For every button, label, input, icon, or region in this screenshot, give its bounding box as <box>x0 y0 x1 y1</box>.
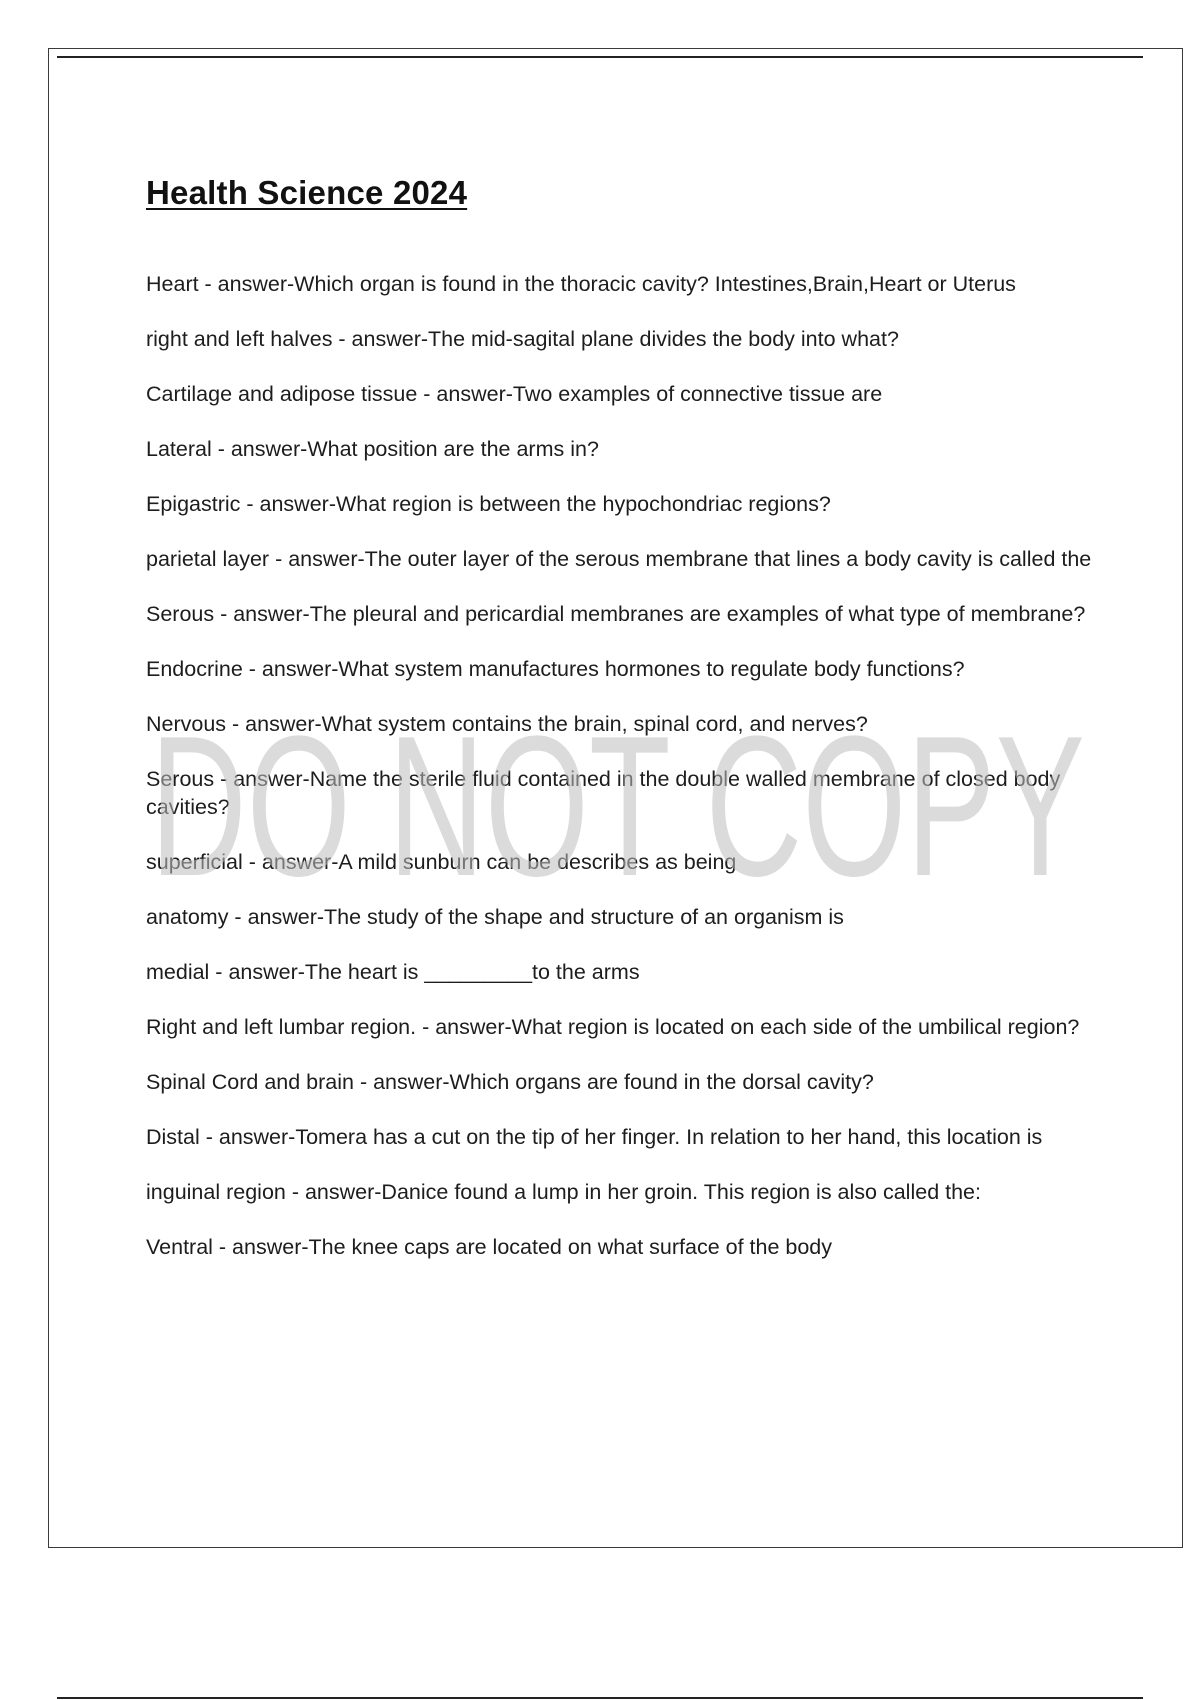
document-title: Health Science 2024 <box>146 174 468 211</box>
qa-list <box>146 270 1096 1288</box>
qa-item: Serous - answer-The pleural and pericardial membranes are examples of what type of membrane? <box>146 602 1086 626</box>
qa-item: Spinal Cord and brain - answer-Which organs are found in the dorsal cavity? <box>146 1070 874 1094</box>
qa-item: right and left halves - answer-The mid-sagital plane divides the body into what? <box>146 327 899 351</box>
top-rule <box>57 56 1143 58</box>
qa-item: medial - answer-The heart is _________to the arms <box>146 960 640 984</box>
qa-item: Right and left lumbar region. - answer-What region is located on each side of the umbilical region? <box>146 1015 1080 1039</box>
qa-item: Heart - answer-Which organ is found in the thoracic cavity? Intestines,Brain,Heart or Uterus <box>146 272 1016 296</box>
qa-item: superficial - answer-A mild sunburn can be describes as being <box>146 850 737 874</box>
qa-item: parietal layer - answer-The outer layer of the serous membrane that lines a body cavity is called the <box>146 547 1092 571</box>
qa-item: Nervous - answer-What system contains the brain, spinal cord, and nerves? <box>146 712 868 736</box>
qa-item: Ventral - answer-The knee caps are located on what surface of the body <box>146 1235 833 1259</box>
qa-item: Serous - answer-Name the sterile fluid contained in the double walled membrane of closed body cavities? <box>146 767 1061 819</box>
qa-item: Distal - answer-Tomera has a cut on the tip of her finger. In relation to her hand, this location is <box>146 1125 1043 1149</box>
qa-item: Epigastric - answer-What region is between the hypochondriac regions? <box>146 492 831 516</box>
watermark-text: DO NOT COPY <box>150 700 1085 900</box>
bottom-rule <box>57 1697 1143 1699</box>
qa-item: Cartilage and adipose tissue - answer-Two examples of connective tissue are <box>146 382 883 406</box>
qa-item: Lateral - answer-What position are the arms in? <box>146 437 599 461</box>
qa-item: Endocrine - answer-What system manufactures hormones to regulate body functions? <box>146 657 965 681</box>
qa-item: anatomy - answer-The study of the shape and structure of an organism is <box>146 905 844 929</box>
qa-item: inguinal region - answer-Danice found a lump in her groin. This region is also called the: <box>146 1180 981 1204</box>
